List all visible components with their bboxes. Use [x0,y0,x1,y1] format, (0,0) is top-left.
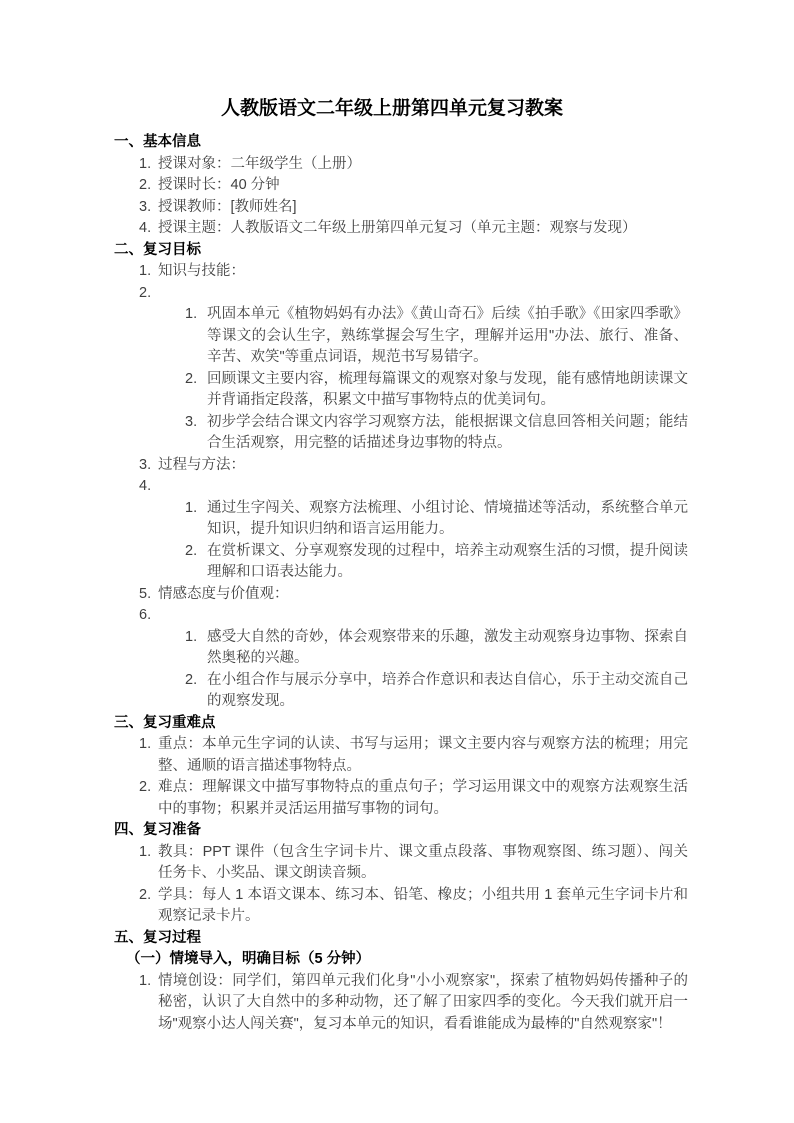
list-item-row [96,971,688,1036]
section-subheading: （一）情境导入，明确目标（5 分钟） [126,951,371,967]
sub-list-item [96,304,688,369]
list-item [96,218,688,240]
list-item [96,283,688,455]
sub-list-item [96,541,688,584]
sub-list [96,304,688,455]
sub-list-item [96,412,688,455]
list-item [96,455,688,477]
list-item [96,734,688,777]
list-item [96,842,688,885]
section-heading: 四、复习准备 [114,822,201,838]
section-list [96,154,688,240]
list-item-text: 过程与方法： [158,456,245,473]
sub-list-item-number: 1. [185,628,198,645]
section-heading: 三、复习重难点 [114,714,216,731]
sub-list-item [96,670,688,713]
list-item-row [96,455,688,477]
document-body [96,132,688,1035]
sub-list-item [96,498,688,541]
list-item-number: 2. [139,284,152,301]
list-item-row [96,283,688,305]
list-item-row [96,218,688,240]
list-item-row [96,842,688,885]
list-item-text: 授课主题：人教版语文二年级上册第四单元复习（单元主题：观察与发现） [158,220,637,236]
list-item [96,971,688,1036]
list-item-row [96,885,688,928]
section [96,132,688,240]
sub-list-item [96,369,688,412]
sub-list-item-text: 感受大自然的奇妙，体会观察带来的乐趣，激发主动观察身边事物、探索自然奥秘的兴趣。 [207,628,688,666]
list-item-row [96,261,688,283]
section [96,713,688,821]
list-item [96,605,688,713]
list-item-row [96,605,688,627]
sub-list-item-text: 回顾课文主要内容，梳理每篇课文的观察对象与发现，能有感情地朗读课文并背诵指定段落，积累文中描写事物特点的优美词句。 [207,370,688,408]
list-item-text: 学具：每人 1 本语文课本、练习本、铅笔、橡皮；小组共用 1 套单元生字词卡片和观察记录卡片。 [158,886,688,924]
section-list [96,842,688,928]
list-item-text [158,476,688,498]
section [96,240,688,713]
list-item-number: 5. [139,585,152,602]
list-item [96,777,688,820]
sub-list-item-number: 2. [185,370,198,387]
list-item-number: 1. [139,155,152,172]
list-item-row [96,175,688,197]
list-item-text: 情境创设：同学们，第四单元我们化身"小小观察家"，探索了植物妈妈传播种子的秘密，认识了大自然中的多种动物，还了解了田家四季的变化。今天我们就开启一场"观察小达人闯关赛"，复习本单元的知识，看看谁能成为最棒的"自然观察家"！ [158,972,688,1032]
section-list [96,734,688,820]
list-item-text [158,283,688,305]
list-item [96,885,688,928]
sub-list-item-number: 1. [185,499,198,516]
list-item-number: 2. [139,886,152,903]
list-item-row [96,584,688,606]
section-heading: 一、基本信息 [114,134,201,150]
sub-list [96,627,688,713]
list-item-number: 2. [139,177,152,193]
list-item [96,476,688,584]
section-list [96,971,688,1036]
list-item-row [96,734,688,777]
list-item [96,584,688,606]
list-item [96,261,688,283]
list-item-number: 6. [139,607,152,623]
list-item-number: 4. [139,220,152,236]
list-item-text: 重点：本单元生字词的认读、书写与运用；课文主要内容与观察方法的梳理；用完整、通顺的语言描述事物特点。 [158,736,688,774]
list-item-text: 授课时长：40 分钟 [158,177,280,193]
list-item-number: 1. [139,263,152,279]
section-heading: 二、复习目标 [114,241,201,258]
list-item-text: 授课对象：二年级学生（上册） [158,155,361,172]
list-item-text: 授课教师：[教师姓名] [158,198,297,215]
list-item-text: 情感态度与价值观： [158,585,289,602]
list-item-text [158,605,688,627]
list-item-row [96,777,688,820]
list-item-number: 3. [139,198,152,215]
sub-list-item-text: 通过生字闯关、观察方法梳理、小组讨论、情境描述等活动，系统整合单元知识，提升知识归纳和语言运用能力。 [207,499,688,537]
sub-list-item-text: 在赏析课文、分享观察发现的过程中，培养主动观察生活的习惯，提升阅读理解和口语表达能力。 [207,542,688,580]
list-item-number: 1. [139,843,152,860]
list-item-row [96,197,688,219]
list-item-number: 2. [139,779,152,795]
section-heading: 五、复习过程 [114,929,201,946]
list-item-number: 1. [139,972,152,989]
sub-list-item-text: 在小组合作与展示分享中，培养合作意识和表达自信心，乐于主动交流自己的观察发现。 [207,671,688,709]
list-item-text: 难点：理解课文中描写事物特点的重点句子；学习运用课文中的观察方法观察生活中的事物；积累并灵活运用描写事物的词句。 [158,779,688,817]
sub-list-item-number: 3. [185,413,198,430]
sub-list [96,498,688,584]
document-title: 人教版语文二年级上册第四单元复习教案 [220,98,563,119]
list-item-number: 3. [139,456,152,473]
section [96,928,688,1036]
sub-list-item [96,627,688,670]
sub-list-item-number: 2. [185,542,198,559]
list-item [96,197,688,219]
list-item-text: 知识与技能： [158,263,245,279]
list-item-number: 4. [139,478,152,494]
list-item-row [96,154,688,176]
sub-list-item-number: 2. [185,671,198,688]
sub-list-item-text: 初步学会结合课文内容学习观察方法，能根据课文信息回答相关问题；能结合生活观察，用完整的话描述身边事物的特点。 [207,413,688,451]
section [96,820,688,928]
list-item-text: 教具：PPT 课件（包含生字词卡片、课文重点段落、事物观察图、练习题）、闯关任务卡、小奖品、课文朗读音频。 [158,843,688,881]
section-list [96,261,688,713]
list-item [96,154,688,176]
list-item-row [96,476,688,498]
sub-list-item-number: 1. [185,306,198,322]
sub-list-item-text: 巩固本单元《植物妈妈有办法》《黄山奇石》后续《拍手歌》《田家四季歌》等课文的会认生字，熟练掌握会写生字，理解并运用"办法、旅行、准备、辛苦、欢笑"等重点词语，规范书写易错字。 [207,306,688,365]
list-item-number: 1. [139,736,152,752]
list-item [96,175,688,197]
